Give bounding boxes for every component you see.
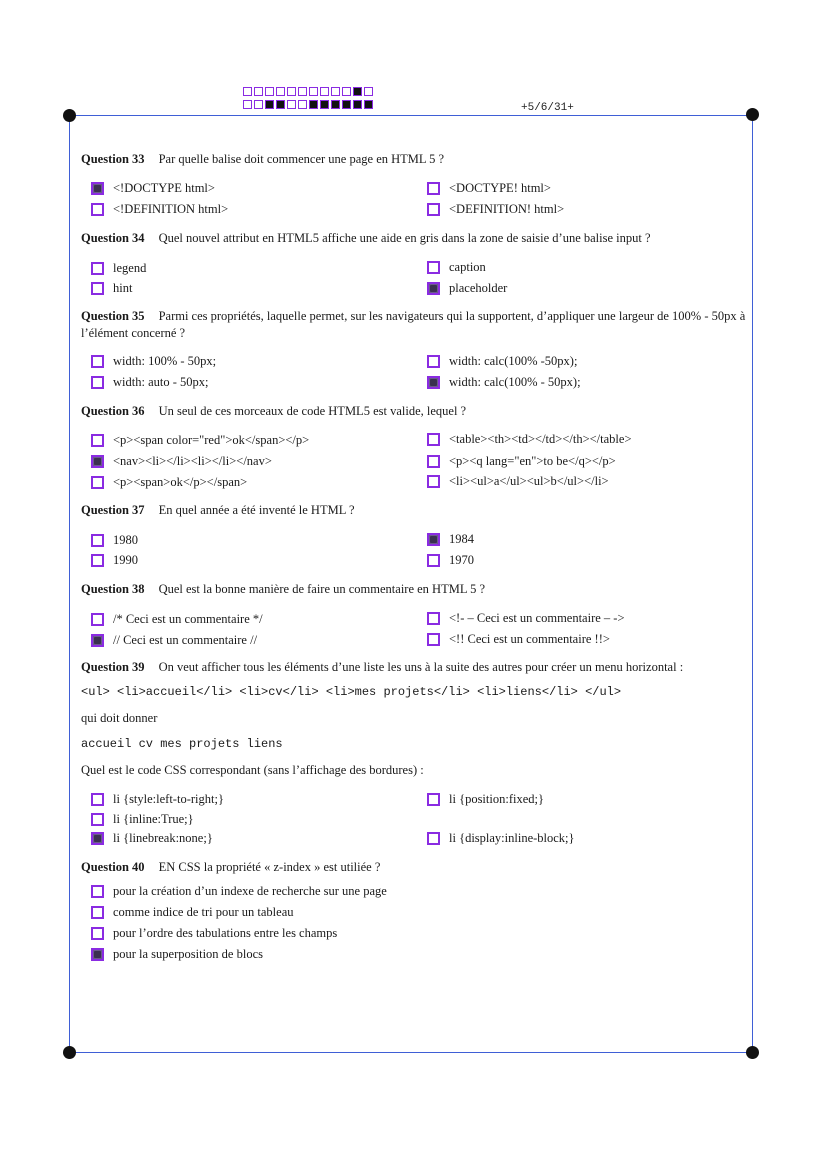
question-37 (81, 502, 746, 519)
answer-option[interactable] (91, 884, 387, 899)
checkbox[interactable] (427, 376, 440, 389)
barcode-cell (320, 100, 329, 109)
checkbox[interactable] (91, 455, 104, 468)
option-label: width: 100% - 50px; (113, 354, 217, 368)
checkbox[interactable] (91, 476, 104, 489)
checkbox[interactable] (91, 182, 104, 195)
answer-option[interactable] (427, 375, 581, 390)
answer-option[interactable] (427, 611, 625, 626)
barcode-cell (287, 87, 296, 96)
answer-option[interactable] (427, 831, 575, 846)
option-label: <!DOCTYPE html> (113, 181, 215, 195)
option-label: 1980 (113, 533, 138, 547)
barcode-cell (265, 100, 274, 109)
option-label: hint (113, 281, 133, 295)
question-38 (81, 581, 746, 598)
answer-option[interactable] (427, 792, 544, 807)
answer-option[interactable] (427, 281, 507, 296)
question-text: Parmi ces propriétés, laquelle permet, sur les navigateurs qui la supportent, d’appliquer une largeur de 100% - 50px à l’élément concerné ? (81, 309, 746, 340)
checkbox[interactable] (91, 355, 104, 368)
barcode-cell (342, 100, 351, 109)
checkbox[interactable] (427, 433, 440, 446)
barcode-cell (265, 87, 274, 96)
checkbox[interactable] (427, 355, 440, 368)
answer-option[interactable] (91, 261, 146, 276)
checkbox[interactable] (427, 832, 440, 845)
question-text: Quel est la bonne manière de faire un commentaire en HTML 5 ? (158, 582, 486, 596)
answer-option[interactable] (91, 375, 208, 390)
checkbox[interactable] (91, 813, 104, 826)
question-number: Question 39 (81, 660, 145, 674)
option-label: <table><th><td></td></th></table> (449, 432, 632, 446)
answer-option[interactable] (91, 947, 263, 962)
checkbox[interactable] (427, 612, 440, 625)
answer-option[interactable] (91, 533, 138, 548)
answer-option[interactable] (91, 354, 216, 369)
checkbox[interactable] (91, 434, 104, 447)
option-label: width: calc(100% - 50px); (449, 375, 581, 389)
answer-option[interactable] (427, 181, 551, 196)
option-label: comme indice de tri pour un tableau (113, 905, 294, 919)
question-text: Un seul de ces morceaux de code HTML5 est valide, lequel ? (158, 404, 467, 418)
barcode-cell (298, 100, 307, 109)
option-label: caption (449, 260, 486, 274)
checkbox[interactable] (427, 455, 440, 468)
option-label: li {linebreak:none;} (113, 831, 213, 845)
question-number: Question 34 (81, 231, 145, 245)
answer-option[interactable] (427, 354, 577, 369)
barcode-cell (320, 87, 329, 96)
checkbox[interactable] (91, 634, 104, 647)
option-label: <!DEFINITION html> (113, 202, 229, 216)
checkbox[interactable] (91, 948, 104, 961)
question-text: En quel année a été inventé le HTML ? (158, 503, 355, 517)
option-label: <!- – Ceci est un commentaire – -> (449, 611, 625, 625)
option-label: li {position:fixed;} (449, 792, 544, 806)
option-label: 1984 (449, 532, 474, 546)
checkbox[interactable] (427, 203, 440, 216)
barcode-row-2 (243, 100, 373, 109)
answer-option[interactable] (91, 181, 215, 196)
corner-mark-top-right (746, 108, 759, 121)
barcode-cell (276, 87, 285, 96)
checkbox[interactable] (91, 203, 104, 216)
option-label: <DOCTYPE! html> (449, 181, 551, 195)
checkbox[interactable] (427, 282, 440, 295)
question-number: Question 36 (81, 404, 145, 418)
barcode-cell (254, 87, 263, 96)
checkbox[interactable] (91, 534, 104, 547)
question-35 (81, 308, 746, 342)
option-label: <!! Ceci est un commentaire !!> (449, 632, 610, 646)
barcode-cell (364, 87, 373, 96)
answer-option[interactable] (91, 812, 194, 827)
option-label: // Ceci est un commentaire // (113, 633, 258, 647)
barcode-cell (353, 100, 362, 109)
corner-mark-top-left (63, 109, 76, 122)
barcode-cell (342, 87, 351, 96)
answer-option[interactable] (427, 474, 609, 489)
question-33 (81, 151, 746, 168)
answer-option[interactable] (427, 532, 474, 547)
option-label: <li><ul>a</ul><ul>b</ul></li> (449, 474, 609, 488)
option-label: 1970 (449, 553, 474, 567)
option-label: pour la superposition de blocs (113, 947, 263, 961)
question-number: Question 38 (81, 582, 145, 596)
checkbox[interactable] (427, 633, 440, 646)
option-label: <p><span color="red">ok</span></p> (113, 433, 310, 447)
answer-option[interactable] (427, 260, 486, 275)
option-label: width: auto - 50px; (113, 375, 209, 389)
answer-option[interactable] (91, 553, 138, 568)
checkbox[interactable] (427, 182, 440, 195)
option-label: pour l’ordre des tabulations entre les champs (113, 926, 338, 940)
barcode-cell (287, 100, 296, 109)
option-label: <nav><li></li><li></li></nav> (113, 454, 272, 468)
answer-option[interactable] (427, 553, 474, 568)
barcode-cell (276, 100, 285, 109)
question-34 (81, 230, 746, 247)
corner-mark-bottom-right (746, 1046, 759, 1059)
barcode-cell (353, 87, 362, 96)
option-label: legend (113, 261, 147, 275)
page-id: +5/6/31+ (521, 102, 574, 114)
corner-mark-bottom-left (63, 1046, 76, 1059)
checkbox[interactable] (427, 261, 440, 274)
option-label: <DEFINITION! html> (449, 202, 565, 216)
answer-option[interactable] (91, 792, 224, 807)
answer-option[interactable] (91, 633, 257, 648)
barcode-cell (309, 100, 318, 109)
sub-question-text: Quel est le code CSS correspondant (sans l’affichage des bordures) : (81, 763, 424, 777)
answer-option[interactable] (427, 202, 564, 217)
barcode-cell (309, 87, 318, 96)
answer-option[interactable] (427, 432, 632, 447)
checkbox[interactable] (91, 793, 104, 806)
answer-option[interactable] (91, 905, 294, 920)
option-label: placeholder (449, 281, 508, 295)
barcode-cell (254, 100, 263, 109)
answer-option[interactable] (91, 454, 272, 469)
question-36 (81, 403, 746, 420)
question-text: Quel nouvel attribut en HTML5 affiche une aide en gris dans la zone de saisie d’une balise input ? (158, 231, 651, 245)
question-number: Question 40 (81, 860, 145, 874)
answer-option[interactable] (91, 202, 228, 217)
code-snippet-html: <ul> <li>accueil</li> <li>cv</li> <li>mes projets</li> <li>liens</li> </ul> (81, 685, 622, 699)
barcode-cell (331, 100, 340, 109)
checkbox[interactable] (91, 613, 104, 626)
question-number: Question 35 (81, 309, 145, 323)
option-label: width: calc(100% -50px); (449, 354, 578, 368)
checkbox[interactable] (91, 885, 104, 898)
answer-option[interactable] (91, 433, 309, 448)
checkbox[interactable] (91, 282, 104, 295)
answer-option[interactable] (427, 632, 610, 647)
checkbox[interactable] (91, 262, 104, 275)
option-label: pour la création d’un indexe de recherche sur une page (113, 884, 387, 898)
option-label: /* Ceci est un commentaire */ (113, 612, 263, 626)
barcode-cell (298, 87, 307, 96)
checkbox[interactable] (91, 906, 104, 919)
option-label: 1990 (113, 553, 138, 567)
answer-option[interactable] (91, 475, 247, 490)
option-label: li {inline:True;} (113, 812, 194, 826)
code-snippet-output: accueil cv mes projets liens (81, 737, 283, 751)
option-label: <p><q lang="en">to be</q></p> (449, 454, 616, 468)
checkbox[interactable] (427, 793, 440, 806)
checkbox[interactable] (427, 475, 440, 488)
question-39 (81, 659, 746, 676)
answer-option[interactable] (91, 281, 132, 296)
barcode-cell (331, 87, 340, 96)
question-text: On veut afficher tous les éléments d’une liste les uns à la suite des autres pour créer un menu horizontal : (158, 660, 684, 674)
option-label: li {style:left-to-right;} (113, 792, 224, 806)
checkbox[interactable] (91, 832, 104, 845)
barcode-cell (243, 100, 252, 109)
barcode-row-1 (243, 87, 373, 96)
checkbox[interactable] (91, 376, 104, 389)
question-number: Question 33 (81, 152, 145, 166)
barcode-cell (243, 87, 252, 96)
checkbox[interactable] (427, 533, 440, 546)
answer-option[interactable] (91, 926, 337, 941)
question-number: Question 37 (81, 503, 145, 517)
option-label: li {display:inline-block;} (449, 831, 575, 845)
answer-option[interactable] (91, 831, 213, 846)
option-label: <p><span>ok</p></span> (113, 475, 248, 489)
answer-option[interactable] (91, 612, 263, 627)
intermediate-text: qui doit donner (81, 711, 158, 725)
checkbox[interactable] (91, 927, 104, 940)
question-text: Par quelle balise doit commencer une page en HTML 5 ? (158, 152, 445, 166)
checkbox[interactable] (91, 554, 104, 567)
question-text: EN CSS la propriété « z-index » est utiliée ? (158, 860, 381, 874)
question-40 (81, 859, 746, 876)
checkbox[interactable] (427, 554, 440, 567)
barcode-cell (364, 100, 373, 109)
answer-option[interactable] (427, 454, 616, 469)
